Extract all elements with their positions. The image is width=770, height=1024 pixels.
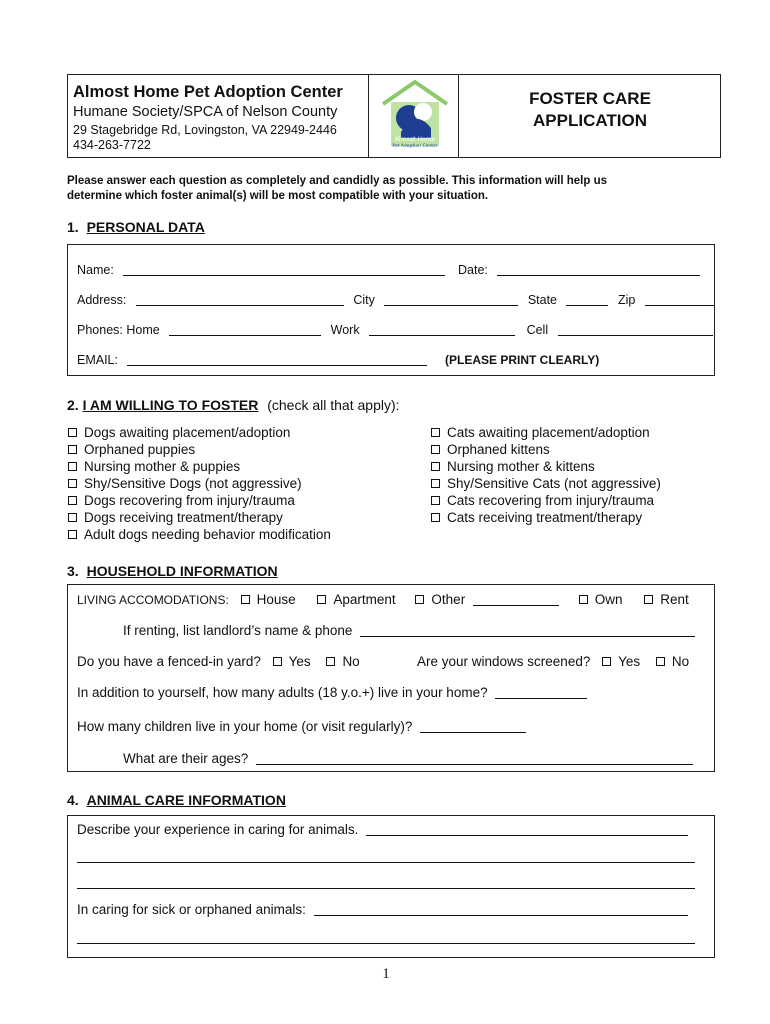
fenced-row: Do you have a fenced-in yard? Yes No bbox=[77, 654, 360, 669]
checkbox-icon[interactable] bbox=[431, 496, 440, 505]
checkbox-icon[interactable] bbox=[241, 595, 250, 604]
address-row: Address: City State Zip bbox=[77, 293, 715, 307]
section3-title: HOUSEHOLD INFORMATION bbox=[86, 563, 278, 579]
checkbox-icon[interactable] bbox=[68, 462, 77, 471]
section2-note: (check all that apply): bbox=[267, 397, 400, 413]
opt-rent[interactable]: Rent bbox=[644, 592, 689, 607]
email-field[interactable] bbox=[127, 353, 427, 366]
city-field[interactable] bbox=[384, 293, 518, 306]
org-phone: 434-263-7722 bbox=[73, 138, 151, 152]
checkbox-icon[interactable] bbox=[273, 657, 282, 666]
children-field[interactable] bbox=[420, 720, 526, 733]
print-clearly-note: (PLEASE PRINT CLEARLY) bbox=[445, 353, 600, 367]
checkbox-icon[interactable] bbox=[431, 513, 440, 522]
section2-title: I AM WILLING TO FOSTER bbox=[82, 397, 259, 413]
checkbox-icon[interactable] bbox=[579, 595, 588, 604]
opt-own[interactable]: Own bbox=[579, 592, 623, 607]
email-row: EMAIL: bbox=[77, 353, 427, 367]
ages-row: What are their ages? bbox=[123, 751, 693, 766]
section4-title: ANIMAL CARE INFORMATION bbox=[86, 792, 286, 808]
checkbox-icon[interactable] bbox=[68, 445, 77, 454]
checkbox-icon[interactable] bbox=[656, 657, 665, 666]
checkbox-icon[interactable] bbox=[644, 595, 653, 604]
adults-row: In addition to yourself, how many adults (18 y.o.+) live in your home? bbox=[77, 685, 587, 700]
org-address: 29 Stagebridge Rd, Lovingston, VA 22949-2446 bbox=[73, 123, 337, 137]
name-row: Name: bbox=[77, 263, 445, 277]
svg-text:Almost Home: Almost Home bbox=[394, 136, 436, 143]
section2-heading: 2. I AM WILLING TO FOSTER (check all that apply): bbox=[67, 397, 400, 413]
checkbox-icon[interactable] bbox=[602, 657, 611, 666]
opt-house[interactable]: House bbox=[241, 592, 296, 607]
landlord-field[interactable] bbox=[360, 624, 695, 637]
checkbox-icon[interactable] bbox=[431, 428, 440, 437]
section4-heading: 4. ANIMAL CARE INFORMATION bbox=[67, 792, 286, 808]
home-phone-field[interactable] bbox=[169, 323, 321, 336]
sick-animals-field[interactable] bbox=[314, 903, 688, 916]
windows-row: Are your windows screened? Yes No bbox=[417, 654, 690, 669]
name-field[interactable] bbox=[123, 263, 445, 276]
page-number: 1 bbox=[382, 966, 390, 982]
work-phone-field[interactable] bbox=[369, 323, 515, 336]
checkbox-icon[interactable] bbox=[68, 496, 77, 505]
experience-line-2[interactable] bbox=[77, 862, 695, 863]
intro-text bbox=[67, 174, 607, 204]
cat-option[interactable]: Orphaned kittens bbox=[431, 441, 661, 458]
dog-option[interactable]: Dogs receiving treatment/therapy bbox=[68, 509, 331, 526]
intro-line2: determine which foster animal(s) will be most compatible with your situation. bbox=[67, 190, 489, 202]
sick-animals-line-2[interactable] bbox=[77, 943, 695, 944]
other-field[interactable] bbox=[473, 593, 559, 606]
zip-field[interactable] bbox=[645, 293, 715, 306]
phones-row: Phones: Home Work Cell bbox=[77, 323, 713, 337]
experience-field[interactable] bbox=[366, 823, 688, 836]
cat-option[interactable]: Shy/Sensitive Cats (not aggressive) bbox=[431, 475, 661, 492]
cell-phone-field[interactable] bbox=[558, 323, 713, 336]
windows-no[interactable]: No bbox=[656, 654, 689, 669]
household-box bbox=[67, 584, 715, 772]
organization-logo bbox=[379, 78, 451, 150]
experience-row: Describe your experience in caring for animals. bbox=[77, 822, 688, 837]
dog-options bbox=[68, 424, 331, 543]
state-field[interactable] bbox=[566, 293, 608, 306]
opt-other[interactable]: Other bbox=[415, 592, 465, 607]
fenced-no[interactable]: No bbox=[326, 654, 359, 669]
checkbox-icon[interactable] bbox=[68, 513, 77, 522]
checkbox-icon[interactable] bbox=[431, 479, 440, 488]
dog-option[interactable]: Shy/Sensitive Dogs (not aggressive) bbox=[68, 475, 331, 492]
children-row: How many children live in your home (or visit regularly)? bbox=[77, 719, 526, 734]
checkbox-icon[interactable] bbox=[431, 445, 440, 454]
dog-option[interactable]: Adult dogs needing behavior modification bbox=[68, 526, 331, 543]
checkbox-icon[interactable] bbox=[68, 530, 77, 539]
opt-apartment[interactable]: Apartment bbox=[317, 592, 395, 607]
section1-heading: 1. PERSONAL DATA bbox=[67, 219, 205, 235]
checkbox-icon[interactable] bbox=[68, 428, 77, 437]
landlord-row: If renting, list landlord’s name & phone bbox=[123, 623, 695, 638]
date-field[interactable] bbox=[497, 263, 700, 276]
ages-field[interactable] bbox=[256, 752, 693, 765]
cat-option[interactable]: Cats recovering from injury/trauma bbox=[431, 492, 661, 509]
checkbox-icon[interactable] bbox=[431, 462, 440, 471]
experience-line-3[interactable] bbox=[77, 888, 695, 889]
fenced-yes[interactable]: Yes bbox=[273, 654, 311, 669]
org-subtitle: Humane Society/SPCA of Nelson County bbox=[73, 104, 338, 120]
dog-option[interactable]: Dogs recovering from injury/trauma bbox=[68, 492, 331, 509]
date-row: Date: bbox=[458, 263, 700, 277]
adults-field[interactable] bbox=[495, 686, 587, 699]
cat-option[interactable]: Cats awaiting placement/adoption bbox=[431, 424, 661, 441]
checkbox-icon[interactable] bbox=[326, 657, 335, 666]
section3-heading: 3. HOUSEHOLD INFORMATION bbox=[67, 563, 278, 579]
windows-yes[interactable]: Yes bbox=[602, 654, 640, 669]
sick-animals-row: In caring for sick or orphaned animals: bbox=[77, 902, 688, 917]
checkbox-icon[interactable] bbox=[68, 479, 77, 488]
cat-options bbox=[431, 424, 661, 526]
org-name: Almost Home Pet Adoption Center bbox=[73, 83, 343, 101]
cat-option[interactable]: Cats receiving treatment/therapy bbox=[431, 509, 661, 526]
intro-line1: Please answer each question as completely and candidly as possible. This information will help us bbox=[67, 175, 608, 187]
form-title bbox=[459, 88, 721, 132]
form-title-line2: APPLICATION bbox=[533, 111, 647, 130]
dog-option[interactable]: Nursing mother & puppies bbox=[68, 458, 331, 475]
section1-title: PERSONAL DATA bbox=[86, 219, 205, 235]
dog-option[interactable]: Orphaned puppies bbox=[68, 441, 331, 458]
cat-option[interactable]: Nursing mother & kittens bbox=[431, 458, 661, 475]
address-field[interactable] bbox=[136, 293, 344, 306]
form-title-line1: FOSTER CARE bbox=[529, 89, 651, 108]
living-row bbox=[77, 592, 707, 607]
header-divider-left bbox=[368, 74, 369, 158]
checkbox-icon[interactable] bbox=[317, 595, 326, 604]
checkbox-icon[interactable] bbox=[415, 595, 424, 604]
living-label: LIVING ACCOMODATIONS: bbox=[77, 593, 229, 607]
dog-option[interactable]: Dogs awaiting placement/adoption bbox=[68, 424, 331, 441]
svg-text:Pet Adoption Center: Pet Adoption Center bbox=[392, 144, 438, 149]
